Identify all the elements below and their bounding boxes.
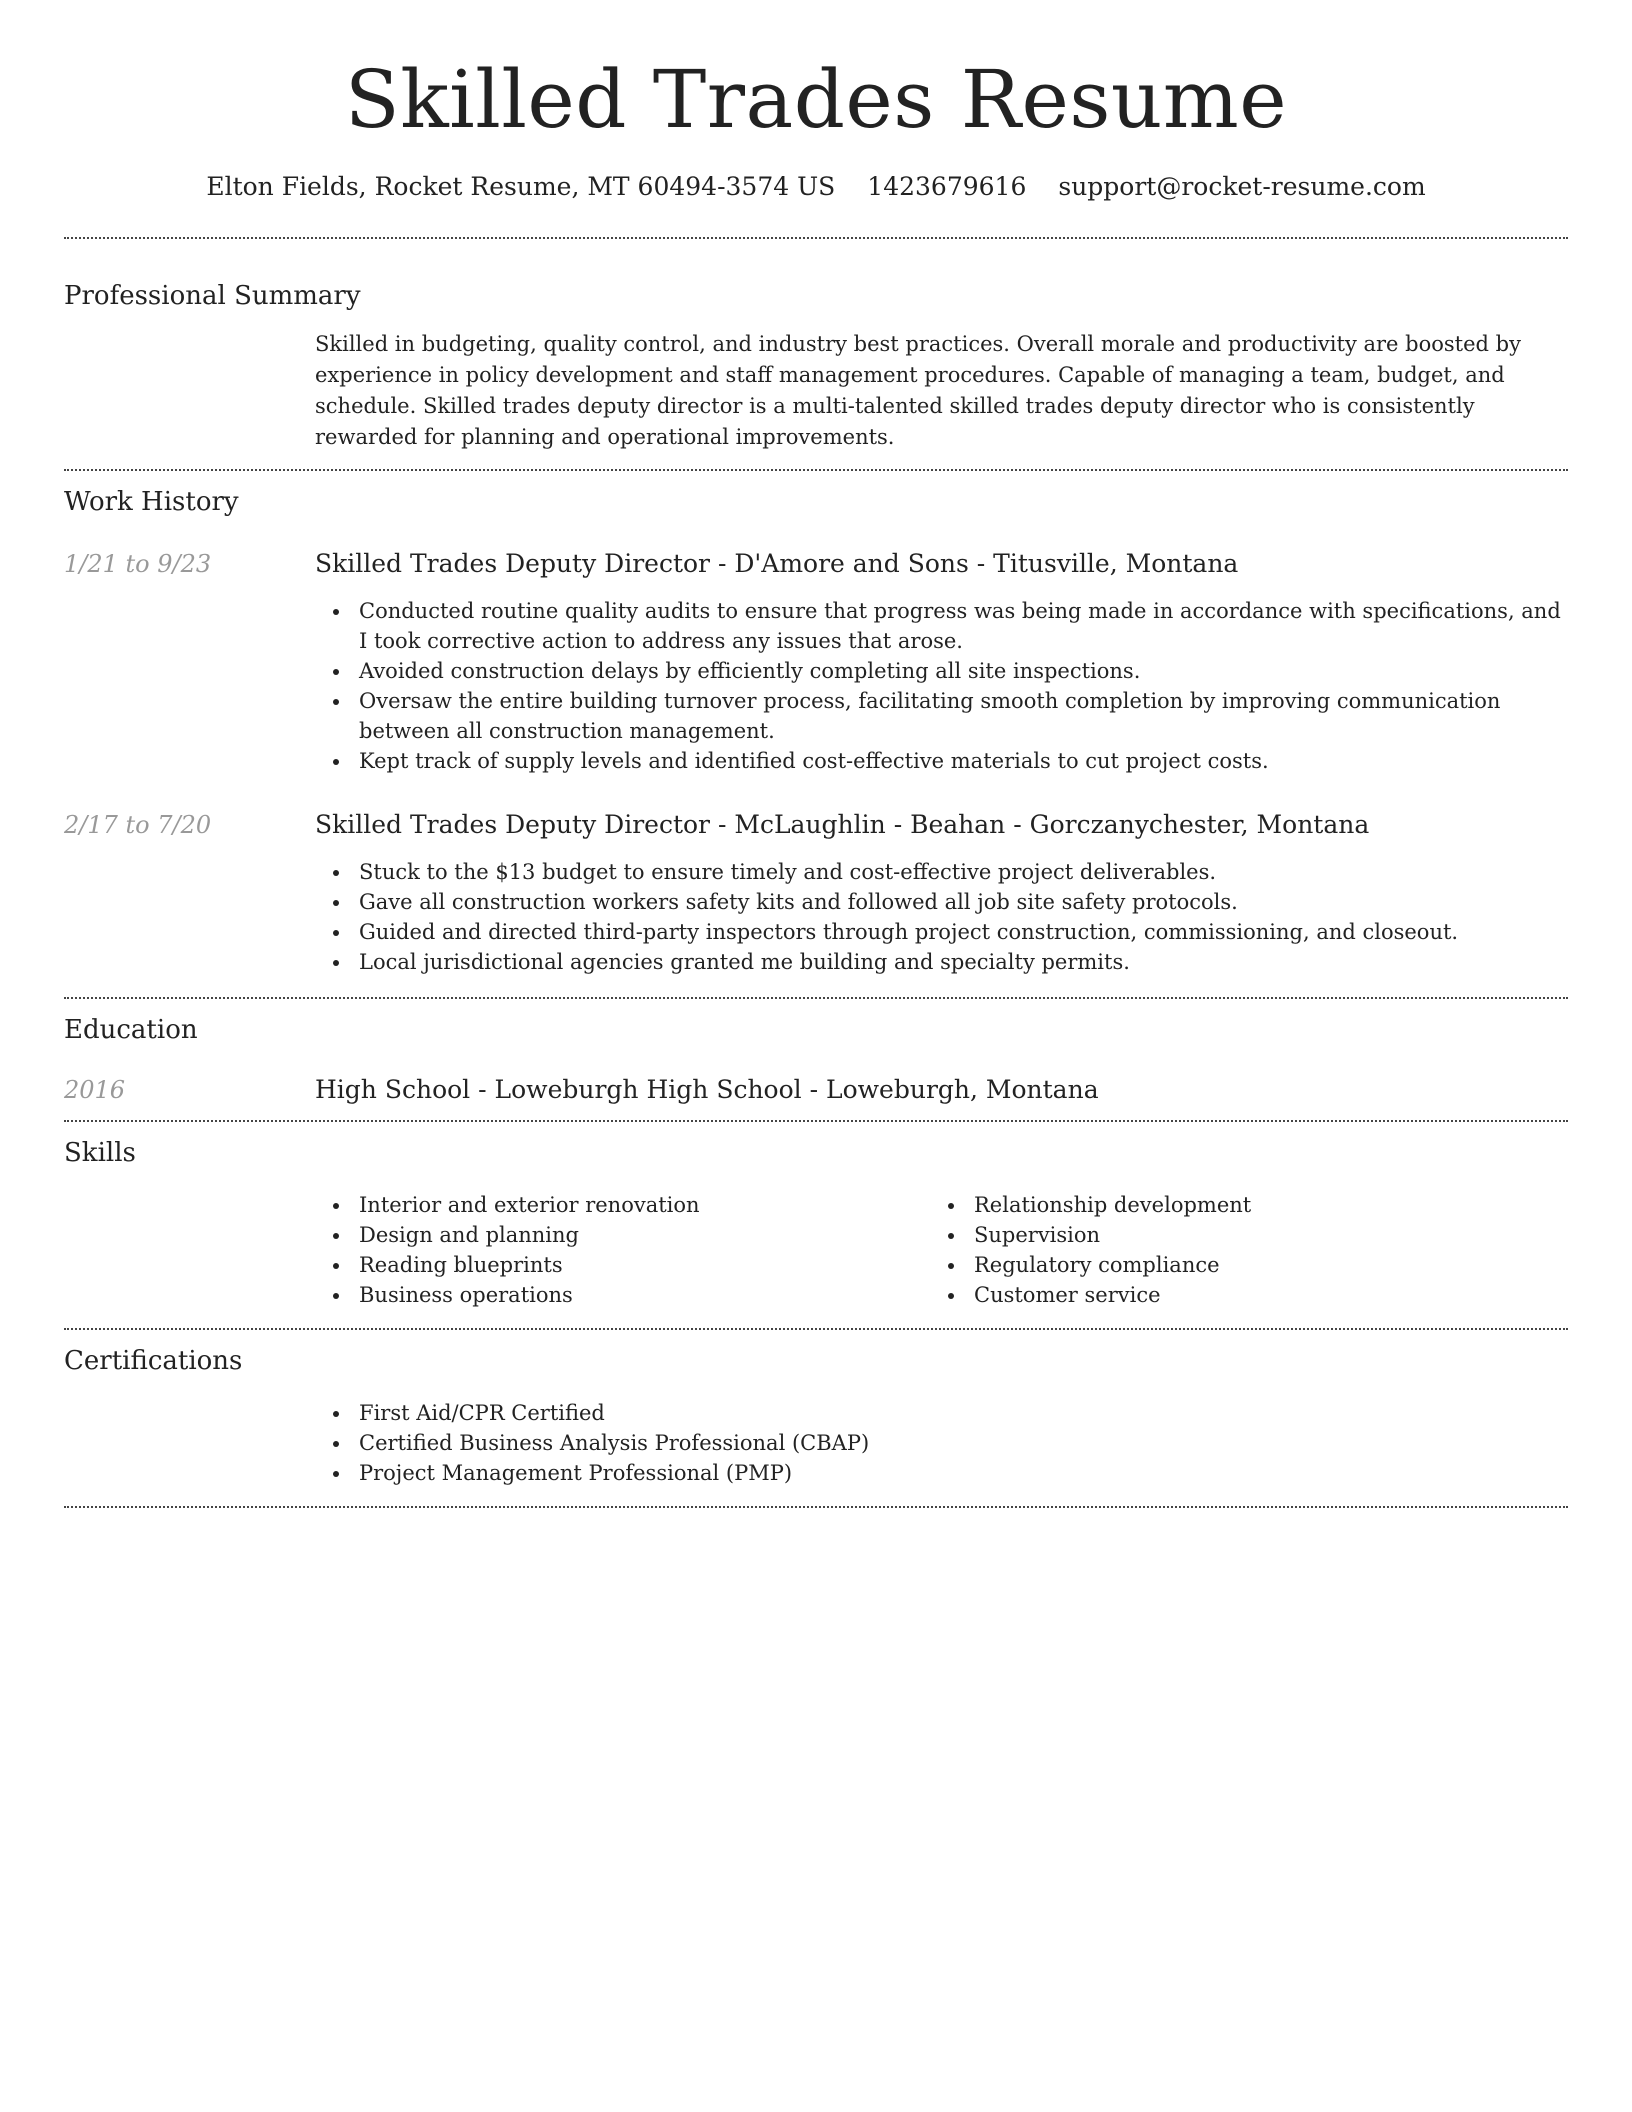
education-title: High School - Loweburgh High School - Loweburgh, Montana bbox=[315, 1075, 1099, 1104]
job-bullet: Avoided construction delays by efficiently completing all site inspections. bbox=[315, 656, 1568, 686]
skill-item: Supervision bbox=[930, 1220, 1545, 1250]
job-bullets bbox=[315, 857, 1568, 977]
job-bullet: Gave all construction workers safety kits and followed all job site safety protocols. bbox=[315, 887, 1568, 917]
skill-item: Design and planning bbox=[315, 1220, 930, 1250]
skills-grid bbox=[315, 1190, 1568, 1310]
contact-address: Elton Fields, Rocket Resume, MT 60494-3574 US bbox=[206, 172, 836, 201]
skills-section bbox=[64, 1140, 1568, 1310]
job-title: Skilled Trades Deputy Director - McLaughlin - Beahan - Gorczanychester, Montana bbox=[315, 810, 1370, 839]
skills-list-left bbox=[315, 1190, 930, 1310]
job-dates: 2/17 to 7/20 bbox=[64, 811, 212, 839]
job-bullet: Kept track of supply levels and identified cost-effective materials to cut project costs. bbox=[315, 746, 1568, 776]
education-heading: Education bbox=[64, 1015, 198, 1045]
contact-email: support@rocket-resume.com bbox=[1058, 172, 1426, 201]
summary-text: Skilled in budgeting, quality control, and industry best practices. Overall morale and productivity are boosted by experience in policy development and staff management procedures. Capable of managing a team, budget, and schedule. Skilled trades deputy director is a multi-talented skilled trades deputy director who is consistently rewarded for planning and operational improvements. bbox=[315, 332, 1521, 449]
section-divider bbox=[64, 1328, 1568, 1330]
work-history-heading: Work History bbox=[64, 487, 239, 517]
resume-page bbox=[64, 0, 1568, 1508]
job-bullet: Local jurisdictional agencies granted me building and specialty permits. bbox=[315, 947, 1568, 977]
job-bullet: Conducted routine quality audits to ensure that progress was being made in accordance with specifications, and I took corrective action to address any issues that arose. bbox=[315, 596, 1568, 656]
skills-list-right bbox=[930, 1190, 1545, 1310]
education-section bbox=[64, 1017, 1568, 1104]
section-divider bbox=[64, 469, 1568, 471]
resume-title: Skilled Trades Resume bbox=[344, 53, 1288, 146]
job-bullet: Guided and directed third-party inspectors through project construction, commissioning, and closeout. bbox=[315, 917, 1568, 947]
skill-item: Regulatory compliance bbox=[930, 1250, 1545, 1280]
contact-line bbox=[64, 174, 1568, 199]
section-divider bbox=[64, 237, 1568, 239]
skill-item: Customer service bbox=[930, 1280, 1545, 1310]
skill-item: Relationship development bbox=[930, 1190, 1545, 1220]
work-history-section bbox=[64, 489, 1568, 977]
skill-item: Interior and exterior renovation bbox=[315, 1190, 930, 1220]
skill-item: Business operations bbox=[315, 1280, 930, 1310]
job-dates: 1/21 to 9/23 bbox=[64, 550, 212, 578]
section-divider bbox=[64, 1506, 1568, 1508]
contact-phone: 1423679616 bbox=[867, 172, 1027, 201]
job-bullets bbox=[315, 596, 1568, 776]
certification-item: Certified Business Analysis Professional (CBAP) bbox=[315, 1428, 1568, 1458]
certifications-list bbox=[315, 1398, 1568, 1488]
certifications-heading: Certifications bbox=[64, 1346, 243, 1376]
job-entry bbox=[64, 810, 1568, 839]
section-divider bbox=[64, 997, 1568, 999]
job-bullet: Oversaw the entire building turnover process, facilitating smooth completion by improving communication between all construction management. bbox=[315, 686, 1568, 746]
skills-heading: Skills bbox=[64, 1138, 136, 1168]
summary-heading: Professional Summary bbox=[64, 281, 361, 311]
summary-section bbox=[64, 283, 1568, 453]
certification-item: First Aid/CPR Certified bbox=[315, 1398, 1568, 1428]
job-entry bbox=[64, 549, 1568, 578]
job-bullet: Stuck to the $13 budget to ensure timely and cost-effective project deliverables. bbox=[315, 857, 1568, 887]
section-divider bbox=[64, 1120, 1568, 1122]
job-title: Skilled Trades Deputy Director - D'Amore and Sons - Titusville, Montana bbox=[315, 549, 1239, 578]
education-year: 2016 bbox=[64, 1076, 126, 1104]
certification-item: Project Management Professional (PMP) bbox=[315, 1458, 1568, 1488]
skill-item: Reading blueprints bbox=[315, 1250, 930, 1280]
education-entry bbox=[64, 1075, 1568, 1104]
certifications-section bbox=[64, 1348, 1568, 1488]
